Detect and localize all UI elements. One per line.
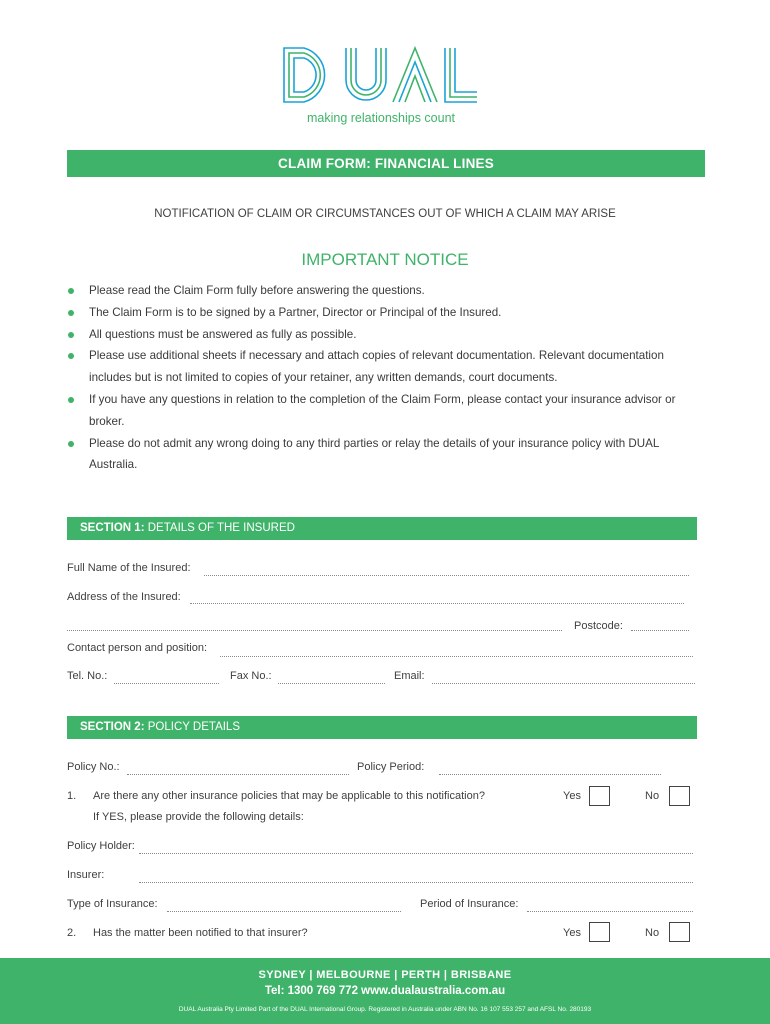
list-item: All questions must be answered as fully as possible. bbox=[67, 324, 707, 346]
q1-no-checkbox[interactable] bbox=[669, 786, 690, 806]
postcode-field[interactable] bbox=[631, 630, 689, 631]
footer-legal: DUAL Australia Pty Limited Part of the DUAL International Group. Registered in Australia under ABN No. 16 107 553 257 and AFSL No. 280193 bbox=[178, 1006, 592, 1013]
fax-field[interactable] bbox=[278, 683, 385, 684]
section-2-header bbox=[67, 716, 697, 739]
tel-label: Tel. No.: bbox=[67, 670, 108, 682]
list-item: The Claim Form is to be signed by a Partner, Director or Principal of the Insured. bbox=[67, 302, 707, 324]
notice-list bbox=[67, 280, 707, 476]
postcode-label: Postcode: bbox=[574, 620, 623, 632]
policy-holder-field[interactable] bbox=[139, 853, 693, 854]
tel-field[interactable] bbox=[114, 683, 219, 684]
contact-field[interactable] bbox=[220, 656, 693, 657]
q2-no-label: No bbox=[645, 927, 660, 939]
q1-followup: If YES, please provide the following details: bbox=[93, 811, 304, 823]
list-item: Please do not admit any wrong doing to any third parties or relay the details of your insurance policy with DUAL Australia. bbox=[67, 433, 707, 477]
footer bbox=[0, 958, 770, 1024]
type-of-insurance-field[interactable] bbox=[167, 911, 401, 912]
list-item: Please use additional sheets if necessary and attach copies of relevant documentation. Relevant documentation includes but is not limited to copies of your retainer, any written demands, court documents. bbox=[67, 345, 707, 389]
insurer-label: Insurer: bbox=[67, 869, 105, 881]
list-item: If you have any questions in relation to the completion of the Claim Form, please contact your insurance advisor or broker. bbox=[67, 389, 707, 433]
policy-no-label: Policy No.: bbox=[67, 761, 120, 773]
section-2-title: POLICY DETAILS bbox=[147, 721, 240, 733]
q1-no-label: No bbox=[645, 790, 660, 802]
q2-no-checkbox[interactable] bbox=[669, 922, 690, 942]
fax-label: Fax No.: bbox=[230, 670, 272, 682]
section-2-number: SECTION 2: bbox=[80, 721, 145, 733]
section-1-number: SECTION 1: bbox=[80, 522, 145, 534]
bullet-icon bbox=[68, 441, 74, 447]
bullet-icon bbox=[68, 353, 74, 359]
policy-period-field[interactable] bbox=[439, 774, 661, 775]
full-name-field[interactable] bbox=[204, 575, 689, 576]
policy-period-label: Policy Period: bbox=[357, 761, 425, 773]
notice-heading: IMPORTANT NOTICE bbox=[301, 250, 469, 269]
page-subtitle: NOTIFICATION OF CLAIM OR CIRCUMSTANCES OUT OF WHICH A CLAIM MAY ARISE bbox=[154, 208, 616, 220]
bullet-icon bbox=[68, 288, 74, 294]
policy-holder-label: Policy Holder: bbox=[67, 840, 135, 852]
q1-yes-label: Yes bbox=[563, 790, 581, 802]
list-item: Please read the Claim Form fully before answering the questions. bbox=[67, 280, 707, 302]
q1-text: Are there any other insurance policies that may be applicable to this notification? bbox=[93, 790, 485, 802]
period-of-insurance-label: Period of Insurance: bbox=[420, 898, 519, 910]
address-field[interactable] bbox=[190, 603, 684, 604]
dual-logo bbox=[280, 44, 480, 106]
bullet-icon bbox=[68, 332, 74, 338]
section-1-title: DETAILS OF THE INSURED bbox=[147, 522, 295, 534]
q2-yes-checkbox[interactable] bbox=[589, 922, 610, 942]
policy-no-field[interactable] bbox=[127, 774, 349, 775]
email-field[interactable] bbox=[432, 683, 695, 684]
q1-yes-checkbox[interactable] bbox=[589, 786, 610, 806]
address-label: Address of the Insured: bbox=[67, 591, 181, 603]
type-of-insurance-label: Type of Insurance: bbox=[67, 898, 158, 910]
insurer-field[interactable] bbox=[139, 882, 693, 883]
full-name-label: Full Name of the Insured: bbox=[67, 562, 191, 574]
bullet-icon bbox=[68, 310, 74, 316]
q2-number: 2. bbox=[67, 927, 77, 939]
footer-cities: SYDNEY | MELBOURNE | PERTH | BRISBANE bbox=[258, 969, 512, 981]
bullet-icon bbox=[68, 397, 74, 403]
section-1-header bbox=[67, 517, 697, 540]
contact-label: Contact person and position: bbox=[67, 642, 208, 654]
q1-number: 1. bbox=[67, 790, 77, 802]
q2-text: Has the matter been notified to that insurer? bbox=[93, 927, 308, 939]
footer-contact[interactable]: Tel: 1300 769 772 www.dualaustralia.com.au bbox=[264, 985, 506, 997]
q2-yes-label: Yes bbox=[563, 927, 581, 939]
email-label: Email: bbox=[394, 670, 425, 682]
tagline: making relationships count bbox=[307, 111, 455, 125]
page-title: CLAIM FORM: FINANCIAL LINES bbox=[67, 150, 705, 177]
period-of-insurance-field[interactable] bbox=[527, 911, 693, 912]
address-line-2-field[interactable] bbox=[67, 630, 562, 631]
